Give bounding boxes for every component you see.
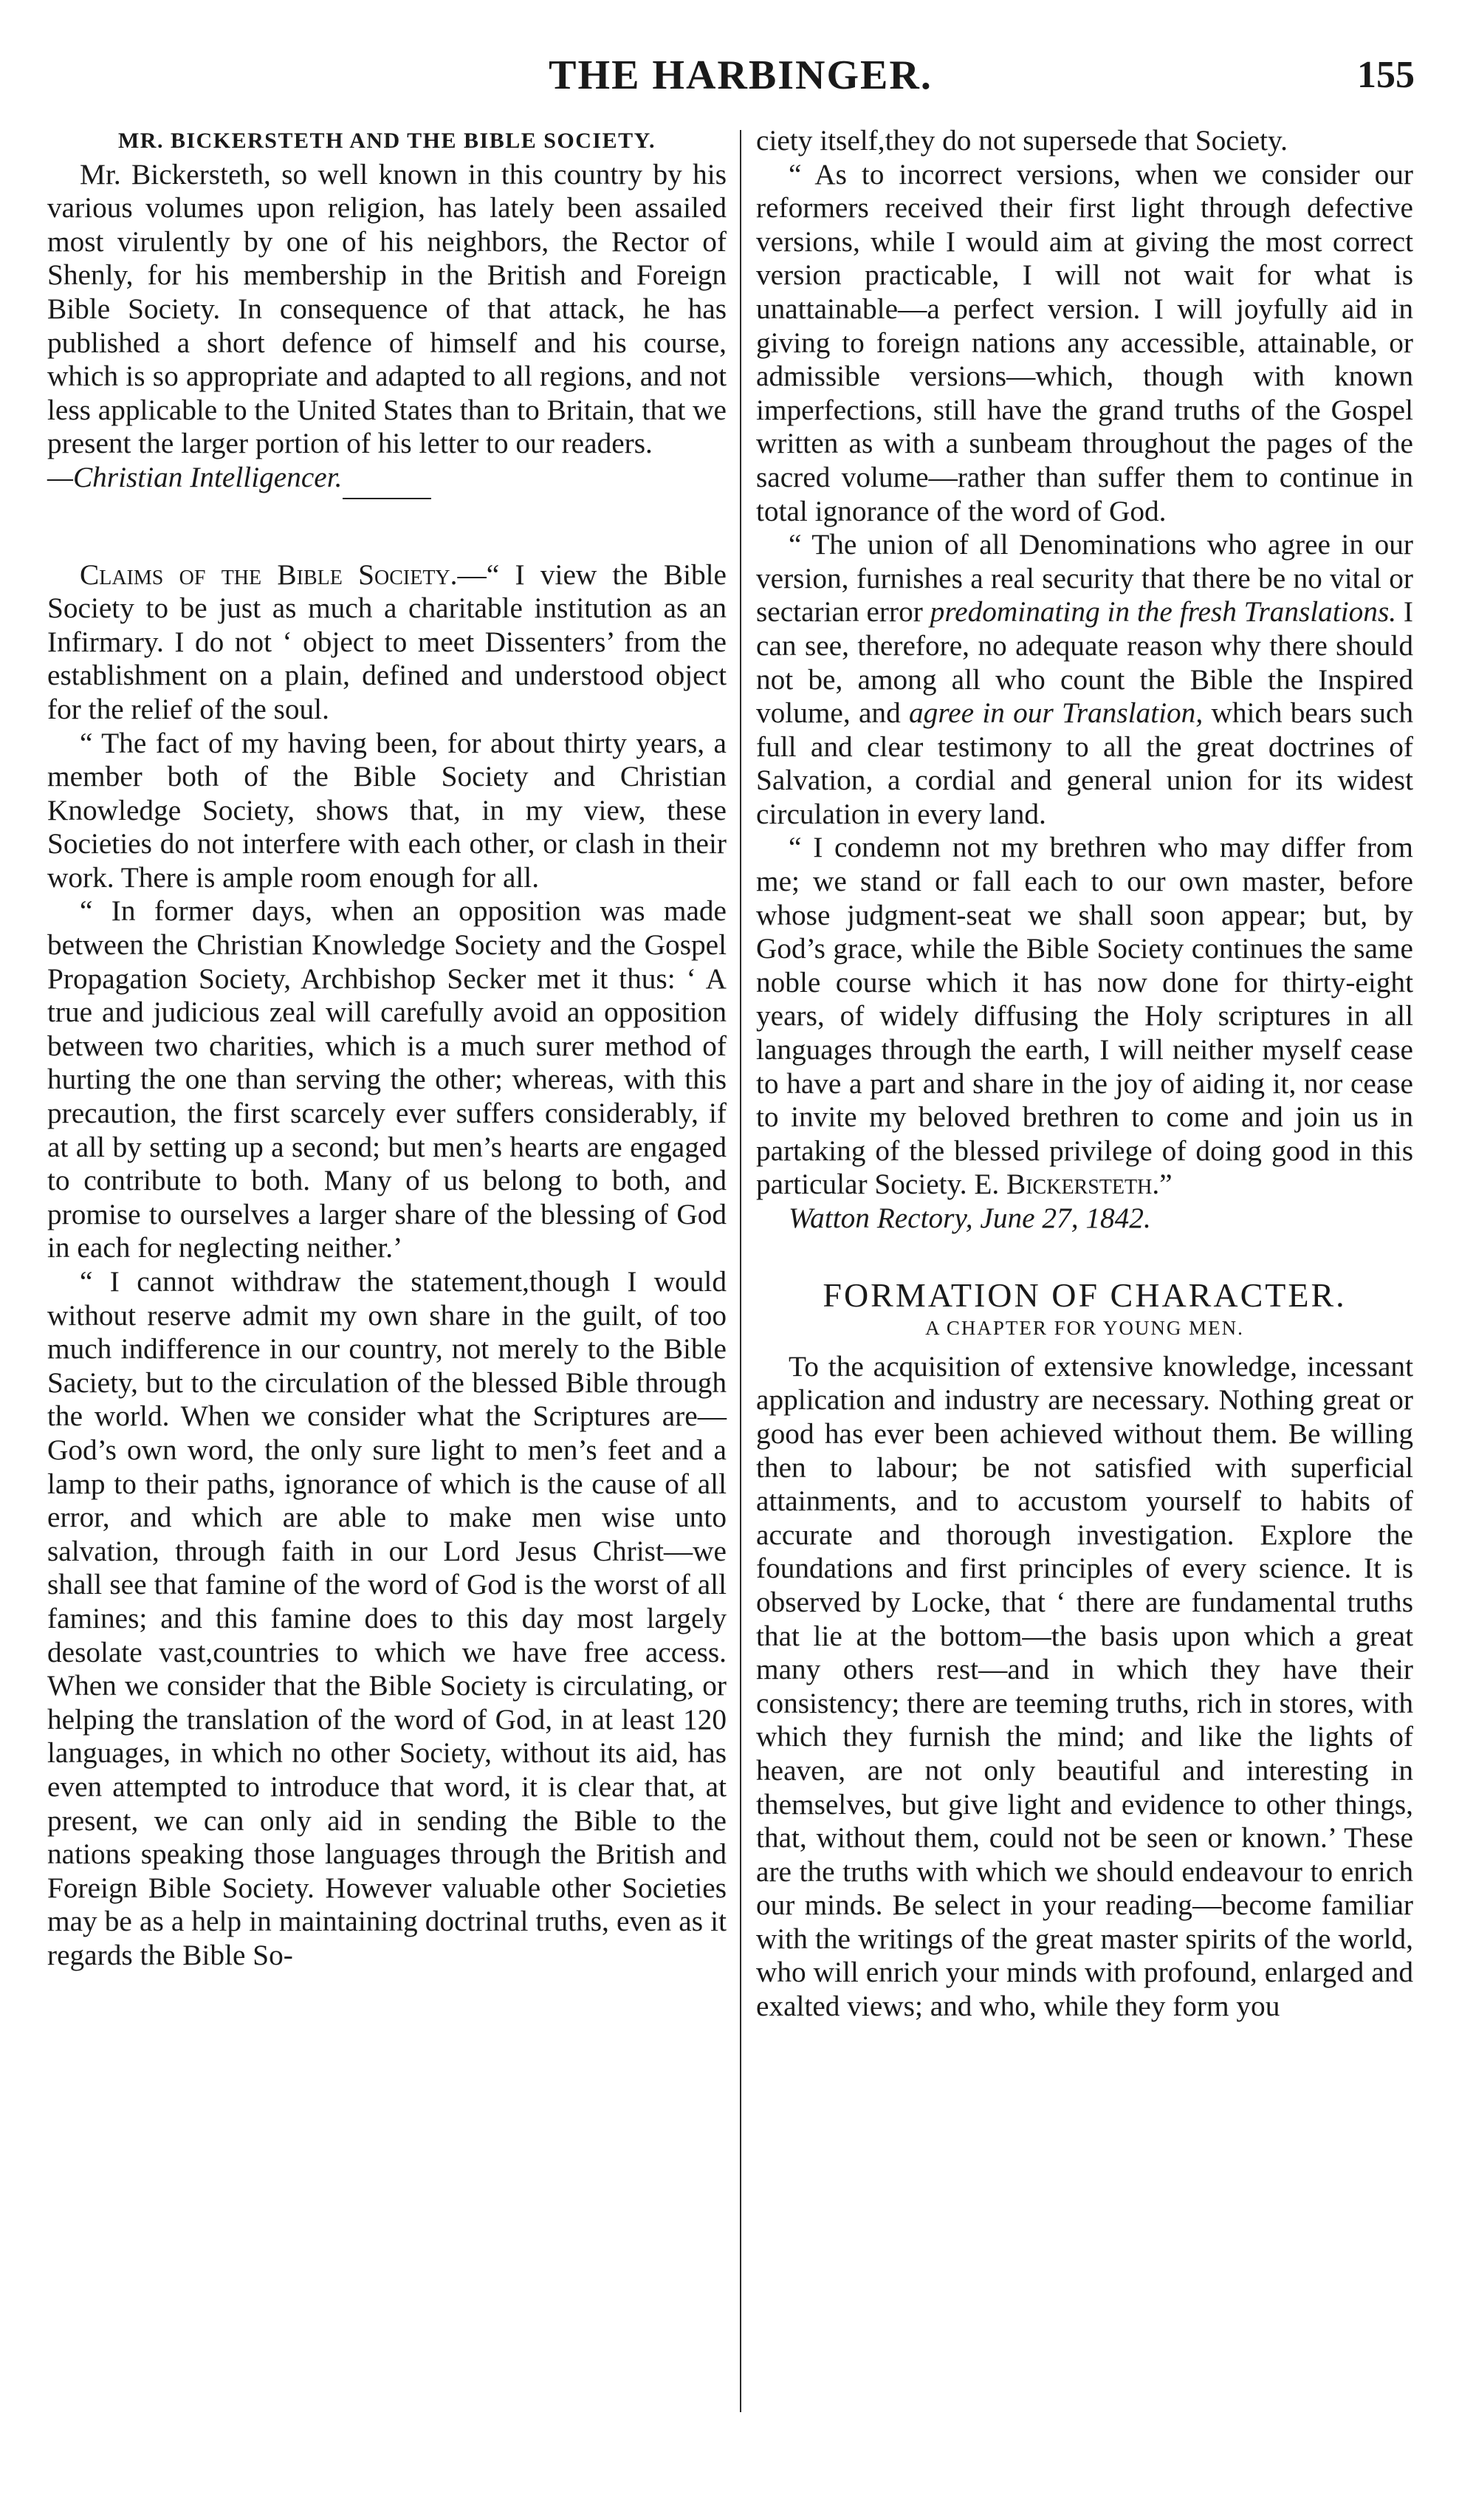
- right-column: [756, 124, 1413, 2024]
- article-paragraph: [756, 528, 1413, 831]
- left-column: [47, 124, 727, 1972]
- spacer: [756, 1236, 1413, 1270]
- text-run: I can see, therefore, no adequate reason why there should not be, among all who count the Bible the Inspired volume, and: [756, 595, 1414, 730]
- text-run-italic: agree in our Translation,: [909, 696, 1204, 730]
- article-paragraph: ciety itself,they do not supersede that Society.: [756, 124, 1288, 157]
- text-run: “ The union of all Denominations who agree in our version, furnishes a real security that there be no vital or sectarian error: [756, 528, 1413, 629]
- signature: E. Bickersteth.”: [974, 1168, 1173, 1201]
- section-lead-text: —“ I view the Bible Society to be just as much a charitable institution as an Infirmary. I do not ‘ object to meet Dissenters’ from the establishment on a plain, defined and understood object for the relief of the soul.: [47, 558, 727, 725]
- article-heading-formation: FORMATION OF CHARACTER.: [823, 1276, 1347, 1314]
- page-number: 155: [1357, 54, 1415, 96]
- article-paragraph: “ As to incorrect versions, when we consider our reformers received their first light through defective versions, while I would aim at giving the most correct version practicable, I will not wait for what is unattainable—a perfect version. I will joyfully aid in giving to foreign nations any accessible, attainable, or admissible versions—which, though with known imperfections, still have the grand truths of the Gospel written as with a sunbeam throughout the pages of the sacred volume—rather than suffer them to continue in total ignorance of the word of God.: [756, 157, 1413, 527]
- column-divider: [740, 130, 741, 2412]
- dateline: Watton Rectory, June 27, 1842.: [789, 1202, 1151, 1234]
- text-run: which bears such full and clear testimony to all the great doctrines of Salvation, a cordial and general union for its widest circulation in every land.: [756, 696, 1414, 830]
- article-paragraph: [47, 558, 727, 727]
- section-lead: Claims of the Bible Society.: [80, 558, 458, 591]
- article-subheading: A CHAPTER FOR YOUNG MEN.: [925, 1317, 1244, 1340]
- article-paragraph: “ I cannot withdraw the statement,though I would without reserve admit my own share in the guilt, of too much indifference in our country, not merely to the Bible Saciety, but to the circulation of the blessed Bible through the world. When we consider what the Scriptures are—God’s own word, the only sure light to men’s feet and a lamp to their paths, ignorance of which is the cause of all error, and which are able to make men wise unto salvation, through faith in our Lord Jesus Christ—we shall see that famine of the word of God is the worst of all famines; and this famine does to this day most largely desolate vast,countries to which we have free access. When we consider that the Bible Society is circulating, or helping the translation of the word of God, in at least 120 languages, in which no other Society, without its aid, has even attempted to introduce that word, it is clear that, at present, we can only aid in sending the Bible to the nations speaking those languages through the British and Foreign Bible Society. However valuable other Societies may be as a help in maintaining doctrinal truths, even as it regards the Bible So-: [47, 1265, 727, 1971]
- spacer: [47, 499, 727, 558]
- text-run: “ I condemn not my brethren who may differ from me; we stand or fall each to our own master, before whose judgment-seat we shall soon appear; but, by God’s grace, while the Bible Society continues the same noble course which it has now done for thirty-eight years, of widely diffusing the Holy scriptures in all languages through the earth, I will neither myself cease to have a part and share in the joy of aiding it, nor cease to invite my beloved brethren to come and join us in partaking of the blessed privilege of doing good in this particular Society.: [756, 831, 1413, 1201]
- article-paragraph: To the acquisition of extensive knowledge, incessant application and industry are necessary. Nothing great or good has ever been achieved without them. Be willing then to labour; be not satisfied with superficial attainments, and to accustom yourself to habits of accurate and thorough investigation. Explore the foundations and first principles of every science. It is observed by Locke, that ‘ there are fundamental truths that lie at the bottom—the basis upon which a great many others rest—and in which they have their consistency; there are teeming truths, rich in stores, with which they furnish the mind; and like the lights of heaven, are not only beautiful and interesting in themselves, but give light and evidence to other things, that, without them, could not be seen or known.’ These are the truths with which we should endeavour to enrich our minds. Be select in your reading—become familiar with the writings of the great master spirits of the world, who will enrich your minds with profound, enlarged and exalted views; and who, while they form you: [756, 1349, 1413, 2023]
- article-paragraph: [756, 831, 1413, 1202]
- text-run-italic: predominating in the fresh Translations.: [930, 595, 1397, 629]
- article-source: —Christian Intelligencer.: [47, 460, 343, 493]
- running-head: [66, 46, 1415, 105]
- article-paragraph: Mr. Bickersteth, so well known in this country by his various volumes upon religion, has lately been assailed most virulently by one of his neighbors, the Rector of Shenly, for his membership in the British and Foreign Bible Society. In consequence of that attack, he has published a short defence of himself and his course, which is so appropriate and adapted to all regions, and not less applicable to the United States than to Britain, that we present the larger portion of his letter to our readers.: [47, 157, 727, 460]
- article-paragraph: “ In former days, when an opposition was made between the Christian Knowledge Society and the Gospel Propagation Society, Archbishop Secker met it thus: ‘ A true and judicious zeal will carefully avoid an opposition between two charities, which is a much surer method of hurting the one than serving the other; whereas, with this precaution, the first scarcely ever suffers considerably, if at all by setting up a second; but men’s hearts are engaged to contribute to both. Many of us belong to both, and promise to ourselves a larger share of the blessing of God in each for neglecting neither.’: [47, 894, 727, 1264]
- page-title: THE HARBINGER.: [549, 52, 933, 98]
- article-paragraph: “ The fact of my having been, for about thirty years, a member both of the Bible Society and Christian Knowledge Society, shows that, in my view, these Societies do not interfere with each other, or clash in their work. There is ample room enough for all.: [47, 726, 727, 894]
- article-heading-bickersteth: MR. BICKERSTETH AND THE BIBLE SOCIETY.: [117, 129, 656, 153]
